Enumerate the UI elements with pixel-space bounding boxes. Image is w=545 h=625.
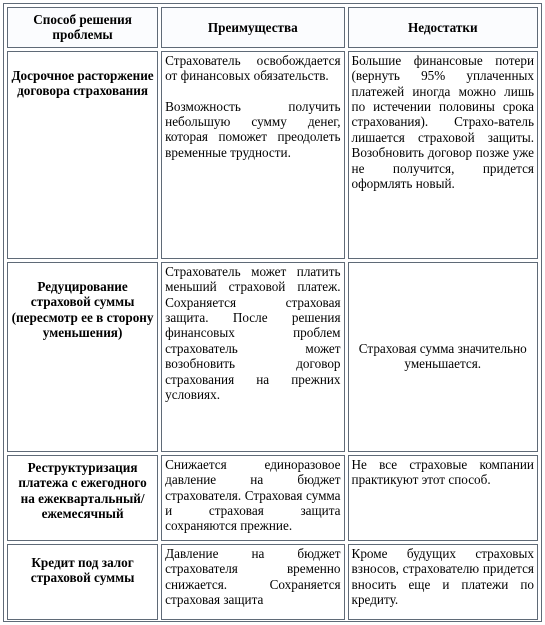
advantages-cell <box>161 51 344 259</box>
disadvantages-cell: Кроме будущих страховых взносов, страхователю придется вносить еще и платежи по кредиту. <box>348 544 538 620</box>
table-row <box>7 455 538 541</box>
header-advantages: Преимущества <box>161 7 344 48</box>
advantages-paragraph: Возможность получить небольшую сумму денег, которая поможет преодолеть временные трудности. <box>165 98 341 160</box>
advantages-cell: Снижается единоразовое давление на бюджет страхователя. Страховая сумма и страховая защита сохраняются прежние. <box>161 455 344 541</box>
table-row <box>7 51 538 259</box>
table-header-row <box>7 7 538 48</box>
advantages-cell: Страхователь может платить меньший страховой платеж. Сохраняется страховая защита. После решения финансовых проблем страхователь может возобновить договор страхования на прежних условиях. <box>161 262 344 452</box>
method-cell: Кредит под залог страховой суммы <box>7 544 158 620</box>
advantages-cell: Давление на бюджет страхователя временно снижается. Сохраняется страховая защита <box>161 544 344 620</box>
disadvantages-cell: Не все страховые компании практикуют этот способ. <box>348 455 538 541</box>
comparison-table <box>4 4 541 623</box>
advantages-paragraph: Страхователь освобождается от финансовых обязательств. <box>165 52 341 84</box>
disadvantages-cell: Большие финансовые потери (вернуть 95% уплаченных платежей иногда можно лишь по истечении половины срока страхования). Страхо-ватель лишается страховой защиты. Возобновить договор позже уже не получится, придется оформлять новый. <box>348 51 538 259</box>
table-row <box>7 544 538 620</box>
method-cell: Реструктуризация платежа с ежегодного на ежеквартальный/ ежемесячный <box>7 455 158 541</box>
header-method: Способ решения проблемы <box>7 7 158 48</box>
comparison-table-frame <box>3 3 542 622</box>
disadvantages-cell: Страховая сумма значительно уменьшается. <box>348 262 538 452</box>
method-cell: Редуцирование страховой суммы (пересмотр ее в сторону уменьшения) <box>7 262 158 452</box>
method-cell: Досрочное расторжение договора страхования <box>7 51 158 259</box>
header-disadvantages: Недостатки <box>348 7 538 48</box>
table-row <box>7 262 538 452</box>
